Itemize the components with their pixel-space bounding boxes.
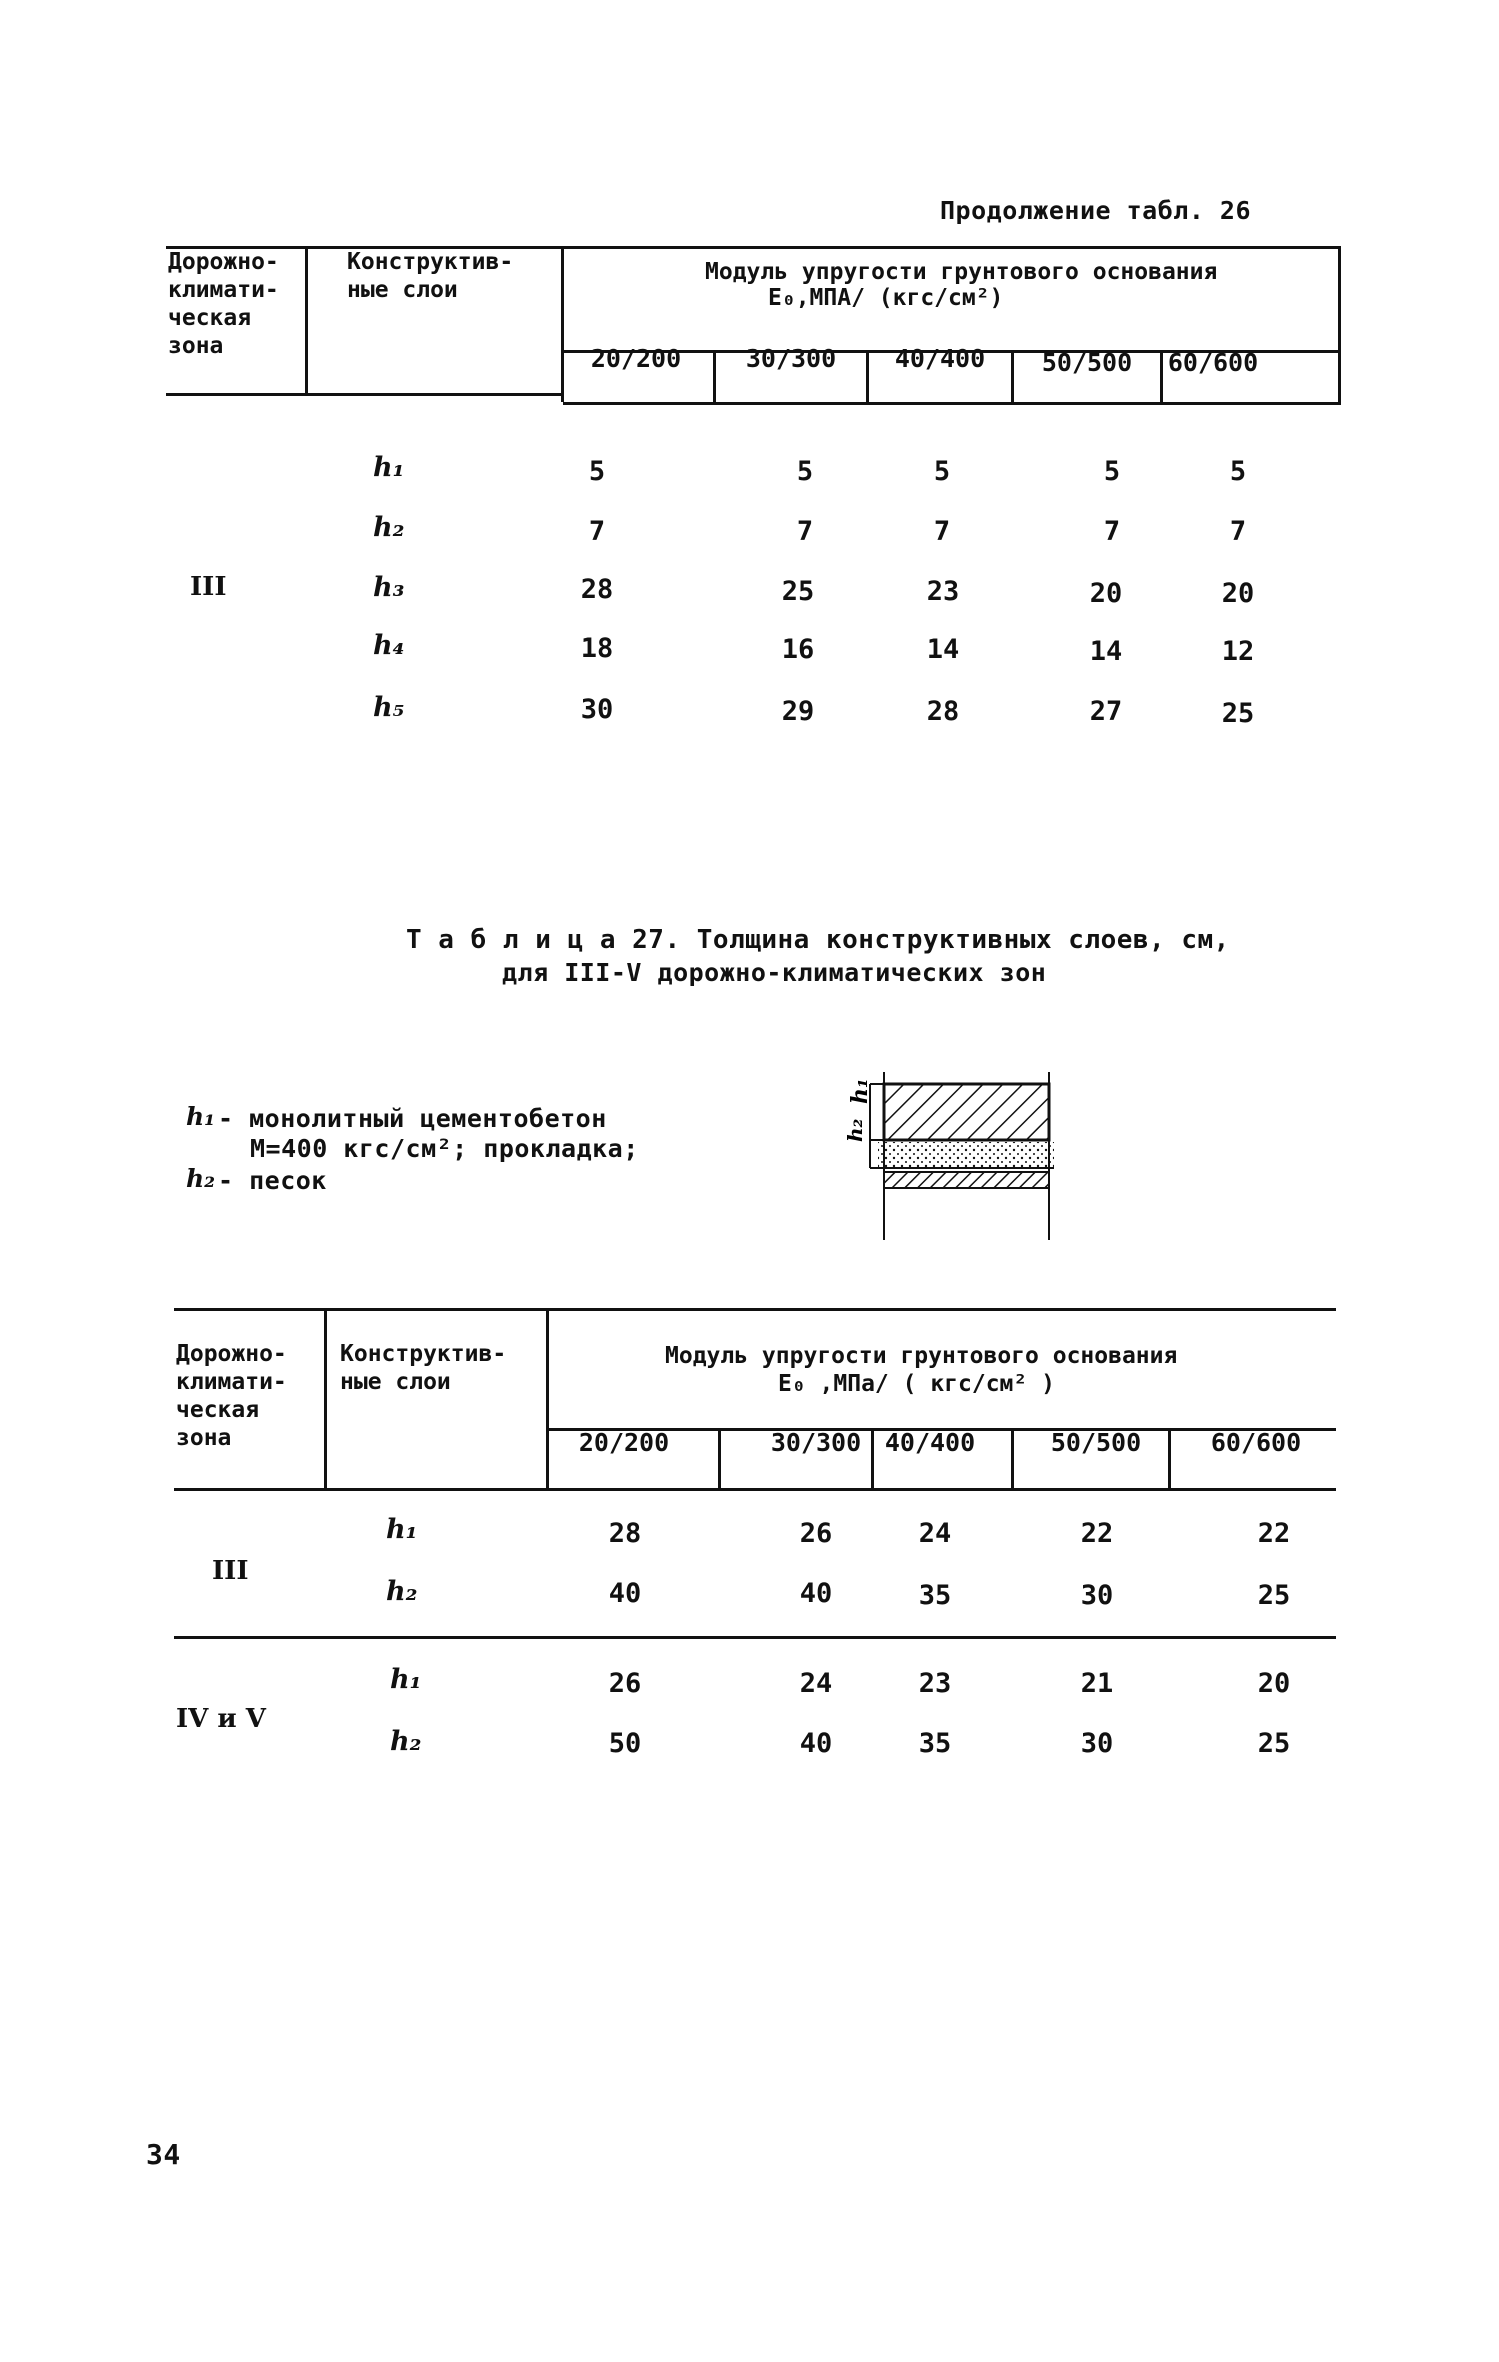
column-header: 40/400 [884, 1428, 976, 1457]
legend-h2-label: h₂ [186, 1164, 216, 1193]
cell: 27 [1089, 696, 1123, 727]
cell: 29 [781, 696, 815, 727]
cell: 20 [1221, 578, 1255, 609]
cell: 7 [1103, 516, 1121, 547]
layer-label: h₂ [390, 1726, 422, 1757]
cell: 5 [1229, 456, 1247, 487]
zone-label: IV и V [176, 1704, 266, 1734]
layer-label: h₄ [373, 630, 405, 661]
header-zone: Дорожно- климати- ческая зона [168, 249, 279, 359]
cell: 18 [580, 633, 614, 664]
cell: 28 [926, 696, 960, 727]
column-header: 30/300 [770, 1428, 862, 1457]
cell: 40 [799, 1728, 833, 1759]
page-number: 34 [146, 2138, 181, 2171]
column-header: 20/200 [578, 1428, 670, 1457]
layer-label: h₁ [373, 452, 405, 483]
cell: 26 [799, 1518, 833, 1549]
cell: 26 [608, 1668, 642, 1699]
cell: 23 [926, 576, 960, 607]
table-27-caption-line2: для III-V дорожно-климатических зон [502, 958, 1047, 987]
cell: 25 [1221, 698, 1255, 729]
cell: 14 [926, 634, 960, 665]
header-modulus-unit: E₀ ,МПа/ ( кгс/см² ) [778, 1371, 1055, 1397]
header-layers: Конструктив- ные слои [347, 249, 514, 303]
cell: 25 [1257, 1728, 1291, 1759]
header-modulus-title: Модуль упругости грунтового основания [665, 1343, 1178, 1369]
cell: 24 [918, 1518, 952, 1549]
cell: 7 [588, 516, 606, 547]
cell: 25 [781, 576, 815, 607]
header-zone: Дорожно- климати- ческая зона [176, 1341, 287, 1451]
column-header: 50/500 [1041, 348, 1133, 377]
cell: 35 [918, 1580, 952, 1611]
layer-label: h₂ [373, 512, 405, 543]
pavement-layers-diagram [820, 1068, 1100, 1248]
column-header: 30/300 [745, 344, 837, 373]
header-layers: Конструктив- ные слои [340, 1341, 507, 1395]
cell: 7 [933, 516, 951, 547]
layer-label: h₂ [386, 1576, 418, 1607]
cell: 30 [1080, 1580, 1114, 1611]
table-27-caption-line1: Т а б л и ц а 27. Толщина конструктивных слоев, см, [406, 925, 1230, 955]
column-header: 60/600 [1210, 1428, 1302, 1457]
column-header: 50/500 [1050, 1428, 1142, 1457]
legend-h1-label: h₁ [186, 1102, 216, 1131]
layer-label: h₅ [373, 692, 405, 723]
cell: 28 [580, 574, 614, 605]
column-header: 20/200 [590, 344, 682, 373]
cell: 23 [918, 1668, 952, 1699]
layer-label: h₃ [373, 572, 405, 603]
cell: 5 [933, 456, 951, 487]
cell: 22 [1080, 1518, 1114, 1549]
column-header: 60/600 [1167, 348, 1259, 377]
legend-h2-text: - песок [218, 1166, 327, 1195]
header-modulus-unit: E₀,МПА/ (кгс/см²) [768, 285, 1004, 311]
continuation-title: Продолжение табл. 26 [940, 196, 1252, 225]
cell: 7 [796, 516, 814, 547]
cell: 30 [580, 694, 614, 725]
cell: 12 [1221, 636, 1255, 667]
cell: 16 [781, 634, 815, 665]
column-header: 40/400 [894, 344, 986, 373]
diagram-h1-label: h₁ [847, 1078, 873, 1104]
cell: 5 [1103, 456, 1121, 487]
cell: 20 [1257, 1668, 1291, 1699]
cell: 20 [1089, 578, 1123, 609]
cell: 5 [588, 456, 606, 487]
legend-h1-text: - монолитный цементобетон [218, 1104, 607, 1133]
cell: 7 [1229, 516, 1247, 547]
cell: 14 [1089, 636, 1123, 667]
cell: 40 [799, 1578, 833, 1609]
cell: 22 [1257, 1518, 1291, 1549]
layer-label: h₁ [386, 1514, 418, 1545]
cell: 24 [799, 1668, 833, 1699]
cell: 35 [918, 1728, 952, 1759]
cell: 28 [608, 1518, 642, 1549]
zone-label: III [190, 572, 227, 602]
zone-label: III [212, 1556, 249, 1586]
cell: 25 [1257, 1580, 1291, 1611]
cell: 30 [1080, 1728, 1114, 1759]
cell: 40 [608, 1578, 642, 1609]
legend-h1-text-cont: М=400 кгс/см²; прокладка; [250, 1134, 639, 1163]
cell: 50 [608, 1728, 642, 1759]
header-modulus-title: Модуль упругости грунтового основания [705, 259, 1218, 285]
layer-label: h₁ [390, 1664, 422, 1695]
cell: 21 [1080, 1668, 1114, 1699]
diagram-h2-label: h₂ [843, 1118, 867, 1142]
cell: 5 [796, 456, 814, 487]
